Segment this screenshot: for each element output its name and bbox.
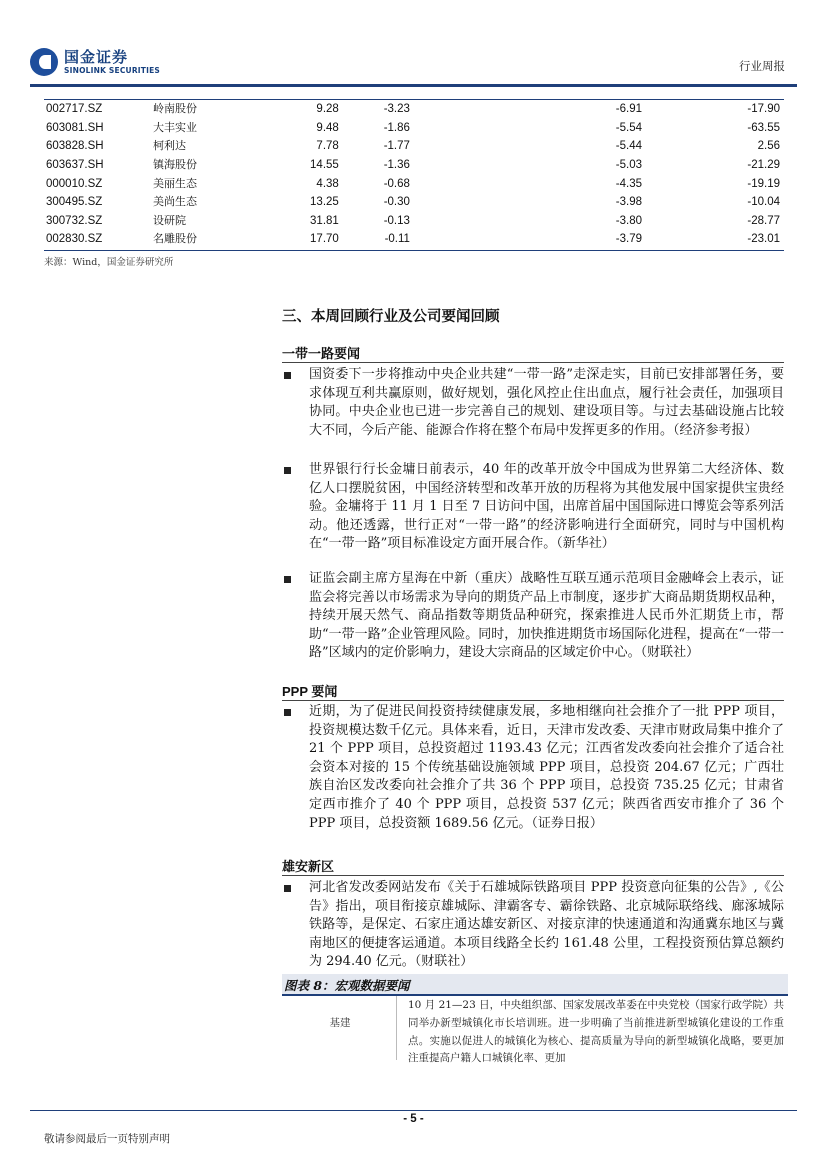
news-bullet (282, 461, 784, 554)
table-row (44, 156, 784, 175)
stock-name: 美丽生态 (153, 176, 198, 190)
stock-price: 9.48 (316, 121, 339, 134)
stock-col-b: -28.77 (747, 214, 780, 227)
subsection-rule (282, 700, 784, 701)
section-title: 三、本周回顾行业及公司要闻回顾 (282, 308, 500, 325)
stock-col-b: -10.04 (747, 196, 780, 209)
table-row (44, 137, 784, 156)
stock-price: 14.55 (310, 159, 339, 172)
stock-code: 300732.SZ (46, 214, 103, 227)
stock-change: -0.68 (383, 177, 410, 190)
table-bottom-rule (44, 250, 784, 251)
news-text: 证监会副主席方星海在中新（重庆）战略性互联互通示范项目金融峰会上表示，证监会将完善以市场需求为导向的期货产品上市制度，逐步扩大商品期货期权品种，持续开展天然气、商品指数等期货品种研究，探索推进人民币外汇期货上市，帮助“一带一路”企业管理风险。同时，加快推进期货市场国际化进程，提高在“一带一路”区域内的定价影响力，建设大宗商品的区域定价中心。（财联社） (309, 571, 784, 661)
stock-col-b: -21.29 (747, 159, 780, 172)
stock-name: 柯利达 (153, 139, 187, 153)
stock-change: -1.36 (383, 159, 410, 172)
figure-rule (282, 994, 788, 996)
table-row (44, 119, 784, 138)
stock-col-a: -3.79 (615, 233, 643, 246)
stock-col-b: 2.56 (757, 140, 780, 153)
subsection-title-belt-road: 一带一路要闻 (282, 347, 361, 362)
logo-text-cn: 国金证券 (64, 48, 129, 66)
subsection-title-ppp: PPP 要闻 (282, 684, 338, 699)
stock-price: 31.81 (310, 214, 339, 227)
stock-name: 镇海股份 (153, 158, 198, 172)
stock-price: 9.28 (316, 103, 339, 116)
company-logo (30, 44, 160, 78)
stock-change: -3.23 (383, 103, 410, 116)
subsection-rule (282, 362, 784, 363)
logo-text-en: SINOLINK SECURITIES (64, 66, 161, 75)
stock-col-b: -19.19 (747, 177, 780, 190)
figure-title: 图表 8：宏观数据要闻 (284, 978, 410, 993)
stock-change: -1.86 (383, 121, 410, 134)
stock-price: 4.38 (316, 177, 339, 190)
stock-col-a: -5.03 (615, 159, 643, 172)
table-row (44, 212, 784, 231)
stock-price: 13.25 (310, 196, 339, 209)
stock-code: 603081.SH (46, 121, 104, 134)
stock-col-a: -4.35 (615, 177, 643, 190)
subsection-title-xiongan: 雄安新区 (282, 860, 335, 875)
bullet-square-icon (284, 372, 291, 379)
table-row (44, 230, 784, 249)
stock-price: 17.70 (310, 233, 339, 246)
disclaimer: 敬请参阅最后一页特别声明 (44, 1133, 170, 1145)
news-text: 国资委下一步将推动中央企业共建“一带一路”走深走实，目前已安排部署任务，要求体现互利共赢原则，做好规划，强化风控止住出血点，履行社会责任，加强项目协同。中央企业也已进一步完善自己的规划、建设项目等。与过去基础设施占比较大不同，今后产能、能源合作将在整个布局中发挥更多的作用。（经济参考报） (309, 367, 784, 438)
bullet-square-icon (284, 576, 291, 583)
stock-col-a: -3.80 (615, 214, 643, 227)
footer-rule (30, 1110, 797, 1111)
stock-code: 002717.SZ (46, 103, 103, 116)
table-row (44, 193, 784, 212)
header-rule (30, 84, 797, 87)
stock-col-b: -17.90 (747, 103, 780, 116)
stock-code: 603637.SH (46, 159, 104, 172)
stock-change: -0.11 (384, 233, 410, 246)
stock-code: 002830.SZ (46, 233, 103, 246)
news-text: 世界银行行长金墉日前表示，40 年的改革开放令中国成为世界第二大经济体、数亿人口摆脱贫困，中国经济转型和改革开放的历程将为其他发展中国家提供宝贵经验。金墉将于 11 月 1 日至 7 日访问中国，出席首届中国国际进口博览会等系列活动。他还透露，世行正对“一带一路”的经济影响进行全面研究，同时与中国机构在“一带一路”项目标准设定方面开展合作。（新华社） (309, 462, 784, 552)
table-row (44, 100, 784, 119)
stock-name: 岭南股份 (153, 102, 198, 116)
stock-col-b: -63.55 (747, 121, 780, 134)
bullet-square-icon (284, 885, 291, 892)
news-bullet (282, 366, 784, 440)
figure-category: 基建 (329, 1017, 351, 1029)
stock-col-a: -5.44 (615, 140, 643, 153)
stock-col-b: -23.01 (747, 233, 780, 246)
subsection-rule (282, 875, 784, 876)
stock-name: 美尚生态 (153, 195, 198, 209)
stock-col-a: -3.98 (615, 196, 643, 209)
stock-name: 名雕股份 (153, 232, 198, 246)
figure-divider (396, 996, 397, 1060)
stock-name: 大丰实业 (153, 120, 198, 134)
bullet-square-icon (284, 709, 291, 716)
logo-mark-icon (30, 48, 58, 76)
stock-code: 300495.SZ (46, 196, 103, 209)
news-bullet (282, 703, 784, 833)
stock-code: 603828.SH (46, 140, 104, 153)
table-source: 来源：Wind，国金证券研究所 (44, 257, 174, 268)
news-bullet (282, 879, 784, 972)
stock-name: 设研院 (153, 213, 187, 227)
stock-change: -0.13 (383, 214, 410, 227)
stock-price: 7.78 (316, 140, 339, 153)
news-text: 近期，为了促进民间投资持续健康发展，多地相继向社会推介了一批 PPP 项目，投资规模达数千亿元。具体来看，近日，天津市发改委、天津市财政局集中推介了 21 个 PPP 项目，总投资超过 1193.43 亿元；江西省发改委向社会推介了适合社会资本对接的 15 个传统基础设施领域 PPP 项目，总投资 204.67 亿元；广西壮族自治区发改委向社会推介了共 36 个 PPP 项目，总投资 735.25 亿元；甘肃省定西市推介了 40 个 PPP 项目，总投资 537 亿元；陕西省西安市推介了 36 个 PPP 项目，总投资额 1689.56 亿元。（证券日报） (309, 704, 784, 831)
news-text: 河北省发改委网站发布《关于石雄城际铁路项目 PPP 投资意向征集的公告》,《公告》指出，项目衔接京雄城际、津霸客专、霸徐铁路、北京城际联络线、廊涿城际铁路等，是保定、石家庄通达雄安新区、对接京津的快速通道和沟通冀东地区与冀南地区的便捷客运通道。本项目线路全长约 161.48 公里，工程投资预估算总额约为 294.40 亿元。（财联社） (309, 880, 784, 970)
stock-change: -1.77 (383, 140, 410, 153)
stock-change: -0.30 (383, 196, 410, 209)
table-row (44, 174, 784, 193)
report-type: 行业周报 (739, 59, 785, 73)
figure-text: 10 月 21—23 日，中央组织部、国家发展改革委在中央党校（国家行政学院）共同举办新型城镇化市长培训班。进一步明确了当前推进新型城镇化建设的工作重点。实施以促进人的城镇化为核心、提高质量为导向的新型城镇化战略，要更加注重提高户籍人口城镇化率、更加 (408, 999, 784, 1065)
bullet-square-icon (284, 467, 291, 474)
stock-col-a: -5.54 (615, 121, 643, 134)
page-number: - 5 - (403, 1113, 424, 1125)
news-bullet (282, 570, 784, 663)
stock-table (44, 100, 784, 249)
stock-col-a: -6.91 (615, 103, 643, 116)
stock-code: 000010.SZ (46, 177, 103, 190)
